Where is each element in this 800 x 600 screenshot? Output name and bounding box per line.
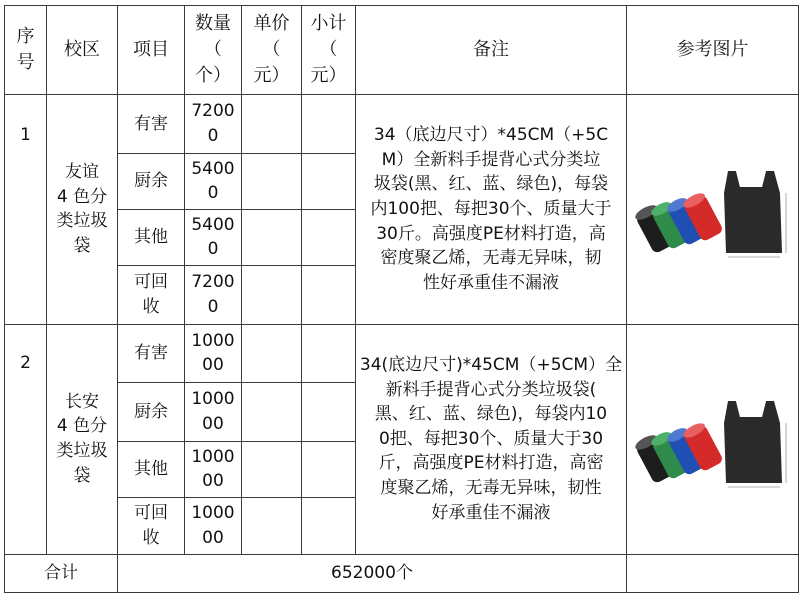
group-2-image [627, 324, 799, 554]
header-price [242, 6, 302, 95]
group-1-campus-line-2: 4 色分 [56, 186, 108, 207]
qty-line: 1000 [191, 330, 235, 351]
group-1-row-3-price[interactable] [242, 209, 302, 265]
item-line: 收 [142, 527, 160, 548]
total-row [5, 554, 799, 592]
header-qty-line-2: （ [204, 38, 222, 60]
group-1-row-4-item [118, 266, 185, 324]
group-1-row-2-price[interactable] [242, 154, 302, 209]
group-1-row-2-qty [185, 154, 242, 209]
header-note: 备注 [356, 6, 627, 95]
note-line: 30斤。高强度PE材料打造，高 [376, 223, 606, 244]
group-2-row-2-item [118, 383, 185, 441]
group-1-campus-line-1: 友谊 [65, 161, 99, 182]
qty-line: 1000 [191, 389, 235, 410]
total-label: 合计 [5, 554, 118, 592]
note-line: 0把、每把30个、质量大于30 [378, 428, 604, 449]
qty-line: 1000 [191, 503, 235, 524]
group-2-row-2-qty [185, 383, 242, 441]
group-1-note [356, 94, 627, 324]
qty-line: 00 [202, 355, 224, 376]
group-1-row-3-item [118, 209, 185, 265]
total-value: 652000个 [118, 554, 627, 592]
qty-line: 00 [202, 413, 224, 434]
group-1-row-4-qty [185, 266, 242, 324]
group-2-row-3-item [118, 441, 185, 497]
note-line: 内100把、每把30个、质量大于 [370, 198, 612, 219]
header-image: 参考图片 [627, 6, 799, 95]
group-2-campus-line-2: 4 色分 [56, 416, 108, 437]
table-row [5, 324, 799, 382]
item-line: 可回 [134, 272, 168, 293]
qty-line: 00 [202, 527, 224, 548]
note-line: 圾袋(黑、红、蓝、绿色)，每袋 [373, 174, 609, 195]
note-line: 度聚乙烯，无毒无异味，韧性 [380, 478, 602, 499]
group-2-row-1-price[interactable] [242, 324, 302, 382]
bag-rolls-picture [632, 383, 794, 495]
group-2-row-3-qty [185, 441, 242, 497]
header-subtotal [302, 6, 356, 95]
group-1-row-3-qty [185, 209, 242, 265]
group-2-row-4-price[interactable] [242, 498, 302, 554]
item-line: 收 [142, 296, 160, 317]
header-subtotal-line-3: 元） [310, 64, 347, 86]
header-seq-line-1: 序 [16, 25, 35, 47]
header-seq [5, 6, 47, 95]
header-qty-line-1: 数量 [195, 12, 231, 34]
group-2-note [356, 324, 627, 554]
note-line: 黑、红、蓝、绿色)，每袋内10 [374, 404, 608, 425]
group-2-row-3-price[interactable] [242, 441, 302, 497]
group-2-campus-line-3: 类垃圾 [56, 441, 108, 462]
header-subtotal-line-1: 小计 [310, 12, 347, 34]
black-vest-bag-illustration [724, 401, 786, 487]
group-2-row-3-subtotal[interactable] [302, 441, 356, 497]
group-2-campus-line-1: 长安 [65, 391, 99, 412]
item-line: 其他 [134, 227, 168, 248]
group-1-row-1-qty [185, 94, 242, 154]
note-line: 34(底边尺寸)*45CM（+5CM）全 [359, 354, 623, 375]
qty-line: 0 [207, 296, 219, 317]
header-subtotal-line-2: （ [319, 38, 338, 60]
group-2-row-2-subtotal[interactable] [302, 383, 356, 441]
item-line: 可回 [134, 503, 168, 524]
item-line: 厨余 [134, 401, 168, 422]
group-2-row-4-item [118, 498, 185, 554]
group-2-row-1-qty [185, 324, 242, 382]
header-campus: 校区 [47, 6, 118, 95]
header-price-line-3: 元） [253, 64, 290, 86]
note-line: 34（底边尺寸）*45CM（+5C [373, 124, 609, 145]
group-1-row-4-subtotal[interactable] [302, 266, 356, 324]
qty-line: 5400 [191, 158, 235, 179]
bag-rolls-illustration [633, 410, 724, 495]
group-2-row-1-item [118, 324, 185, 382]
note-line: 新料手提背心式分类垃圾袋( [385, 379, 597, 400]
qty-line: 7200 [191, 272, 235, 293]
qty-line: 5400 [191, 214, 235, 235]
header-row [5, 6, 799, 95]
group-2-campus [47, 324, 118, 554]
note-line: M）全新料手提背心式分类垃 [381, 149, 601, 170]
note-line: 性好承重佳不漏液 [423, 272, 559, 293]
item-line: 有害 [134, 113, 168, 134]
qty-line: 1000 [191, 446, 235, 467]
group-1-row-2-subtotal[interactable] [302, 154, 356, 209]
group-1-campus [47, 94, 118, 324]
group-1-row-1-item [118, 94, 185, 154]
group-1-row-3-subtotal[interactable] [302, 209, 356, 265]
group-2-row-4-qty [185, 498, 242, 554]
group-1-row-2-item [118, 154, 185, 209]
item-line: 厨余 [134, 171, 168, 192]
bag-rolls-picture [632, 153, 794, 265]
qty-line: 0 [207, 183, 219, 204]
header-qty-line-3: 个） [195, 64, 231, 86]
group-2-row-4-subtotal[interactable] [302, 498, 356, 554]
group-1-row-1-subtotal[interactable] [302, 94, 356, 154]
qty-line: 0 [207, 126, 219, 146]
note-line: 密度聚乙烯，无毒无异味，韧 [380, 248, 602, 269]
waste-bag-quote-table [4, 5, 799, 593]
header-item: 项目 [118, 6, 185, 95]
group-2-row-1-subtotal[interactable] [302, 324, 356, 382]
qty-line: 0 [207, 239, 219, 260]
header-price-line-2: （ [262, 38, 281, 60]
note-line: 斤，高强度PE材料打造，高密 [378, 453, 604, 474]
group-1-row-4-price[interactable] [242, 266, 302, 324]
bag-rolls-illustration [633, 180, 724, 265]
group-1-seq: 1 [5, 94, 47, 324]
note-line: 好承重佳不漏液 [431, 502, 551, 523]
group-1-campus-line-4: 袋 [73, 235, 91, 256]
header-price-line-1: 单价 [253, 12, 290, 34]
group-2-campus-line-4: 袋 [73, 465, 91, 486]
group-1-campus-line-3: 类垃圾 [56, 211, 108, 232]
group-1-image [627, 94, 799, 324]
item-line: 有害 [134, 343, 168, 364]
header-qty [185, 6, 242, 95]
total-image-cell [627, 554, 799, 592]
qty-line: 7200 [191, 101, 235, 122]
header-seq-line-2: 号 [16, 51, 35, 73]
item-line: 其他 [134, 459, 168, 480]
black-vest-bag-illustration [724, 171, 786, 257]
group-1-row-1-price[interactable] [242, 94, 302, 154]
group-2-seq: 2 [5, 324, 47, 554]
table-row [5, 94, 799, 154]
group-2-row-2-price[interactable] [242, 383, 302, 441]
qty-line: 00 [202, 471, 224, 492]
